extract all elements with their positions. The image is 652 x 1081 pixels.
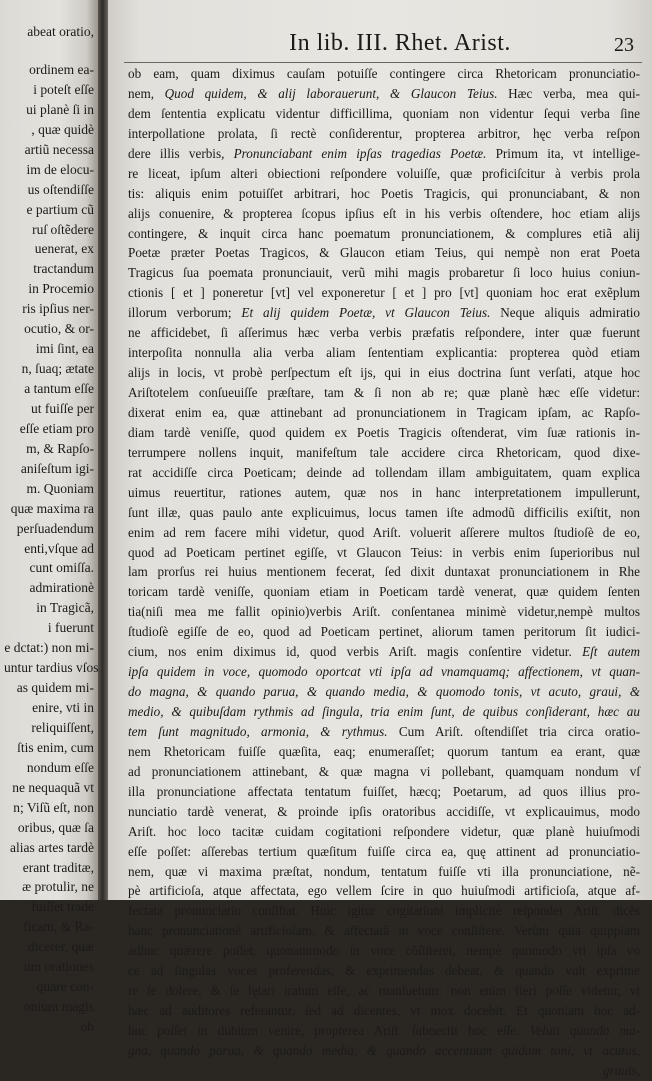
left-page-line: perſuadendum — [16, 520, 94, 536]
text-line — [128, 263, 640, 283]
book-gutter — [98, 0, 108, 900]
italic-text-run: grauis, — [602, 1062, 640, 1078]
text-run: Poetæ præter Poetas Tragicos, & Glaucon etiam Teius, qui nempè non erat Poeta — [128, 245, 640, 261]
left-page-line: ui planè ſi in — [26, 101, 94, 117]
text-run: rat accidiſſe circa Poeticam; deinde ad tollendam illam ambiguitatem, quam explica — [128, 464, 640, 480]
body-text — [128, 64, 640, 1081]
text-run: eſſe poſſet: aſſerebas tertium quæſitum fuiſſe circa ea, quę attinent ad pronunciatio- — [128, 843, 640, 859]
text-line — [128, 862, 640, 882]
text-run: re liceat, ipſum alteri obiectioni reſpondere voluiſſe, quæ proficiſcitur à verbis prola — [128, 165, 640, 181]
text-line — [128, 941, 640, 961]
text-run: alijs conuenire, & propterea ſcopus ipſius eſt in his verbis oſtendere, hoc etiam alijs — [128, 205, 640, 221]
left-page-line: ſtis enim, cum — [17, 739, 94, 755]
text-run: toricam tardè veniſſe, quoniam etiam in Poeticam tardè venerat, quæ quidem ſenten — [128, 584, 640, 600]
left-page-line: n; Viſũ eſt, non — [13, 799, 94, 815]
text-line — [128, 224, 640, 244]
left-page-line: in Tragicã, — [36, 600, 94, 616]
text-line — [128, 702, 640, 722]
text-line — [128, 642, 640, 662]
left-page-line: eſſe etiam pro — [19, 420, 94, 436]
text-line — [128, 64, 640, 84]
text-line — [128, 1001, 640, 1021]
text-run: ne afficidebet, ſi aſſerimus hæc verba verbis præfatis reſpondere, inter quæ fuerunt — [128, 325, 640, 341]
text-line — [128, 124, 640, 144]
left-page-line: e dctat:) non mi- — [4, 640, 94, 656]
italic-text-run: Et alij quidem Poetæ, vt Glaucon Teius. — [241, 305, 491, 321]
text-line — [128, 423, 640, 443]
left-page-line: æ protulir, ne — [22, 879, 94, 895]
text-line — [128, 383, 640, 403]
left-page-line: um orationes — [23, 959, 94, 975]
text-line — [128, 503, 640, 523]
header-rule — [124, 62, 642, 63]
left-page-line: in Procemio — [28, 281, 94, 297]
text-run: Cum Ariſt. oſtendiſſet tria circa oratio- — [387, 723, 640, 739]
left-page-line: dicerer, quæ — [27, 939, 94, 955]
text-line — [128, 164, 640, 184]
text-run: Ariſt. hoc loco tacitæ cuidam cogitationi reſpondere videtur, quæ planè huiuſmodi — [128, 823, 640, 839]
left-page-line: abeat oratio, — [27, 24, 94, 39]
text-run: ob eam, quam diximus cauſam potuiſſe contingere circa Rhetoricam pronunciatio- — [128, 66, 640, 81]
text-run: hæc ad auditores referantur, ſed ad dicentes, vt mox docebit. Et quoniam hoc ad- — [128, 1003, 640, 1019]
left-page-text — [4, 24, 99, 1037]
left-page-line: reliquiſſent, — [31, 719, 94, 735]
text-run: uimus reuertitur, rationes autem, quæ nos in hanc interpretationem impullerunt, — [128, 484, 640, 500]
text-run: enim ad rem facere mihi videtur, quod Ariſt. voluerit aſſerere multos ſtudioſè de eo, — [128, 524, 640, 540]
text-line — [128, 1041, 640, 1061]
text-run: diam tardè veniſſe, quod quidem ex Poetis Tragicis oſtenderat, vim ſuæ rationis in- — [128, 424, 640, 440]
left-page-line: n, ſuaq; ætate — [21, 361, 94, 377]
left-page-line: , quæ quidè — [31, 121, 94, 137]
text-line — [128, 762, 640, 782]
text-run: ctionis [ et ] poneretur [vt] vel exponeretur [ et ] pro [vt] quoniam hoc erat exẽplum — [128, 285, 640, 301]
left-page-line: ut fuiſſe per — [31, 400, 94, 416]
left-page-line: aniſeſtum igi- — [20, 460, 94, 476]
text-line — [128, 961, 640, 981]
text-line — [128, 84, 640, 104]
text-line — [128, 562, 640, 582]
left-page-line: untur tardius vſos — [4, 660, 99, 676]
left-page-line: tractandum — [33, 261, 94, 277]
left-page-line: i fuerunt — [47, 620, 94, 636]
text-run: Neque aliquis admiratio — [490, 305, 640, 321]
text-line — [128, 323, 640, 343]
italic-text-run: do magna, & quando parua, & quando media, & quomodo tonis, vt acuto, graui, & — [128, 684, 640, 700]
text-run: illorum verborum; — [128, 305, 242, 321]
left-page-line: m. Quoniam — [26, 480, 94, 496]
left-page-line: admirationè — [29, 580, 94, 596]
text-line — [128, 782, 640, 802]
left-page-line: enire, vti in — [32, 700, 94, 715]
text-line — [128, 403, 640, 423]
left-page-line: as quidem mi- — [16, 680, 94, 696]
text-run: hanc pronunciationẽ artificioſam, & affectatã in voce conſiſtere. Verũm quia quippiam — [128, 923, 640, 939]
text-line — [128, 144, 640, 164]
italic-text-run: Eſt autem — [582, 644, 640, 660]
text-line — [128, 104, 640, 124]
left-page-line: ob — [80, 1019, 94, 1034]
left-page-line: cunt omiſſa. — [29, 560, 94, 576]
text-run: quod ad Poeticam pertinet egiſſe, vt Glaucon Teius: in verbis enim ſuperioribus nul — [128, 544, 640, 560]
text-line — [128, 283, 640, 303]
page-number: 23 — [614, 34, 634, 56]
italic-text-run: gna, quando parua, & quando media, & quando accentuum quidam toni, vt acutus, — [128, 1042, 640, 1058]
left-page-line: alias artes tardè — [10, 839, 94, 855]
right-page — [108, 0, 652, 1078]
text-line — [128, 742, 640, 762]
left-page-line: quare con- — [36, 979, 94, 995]
text-run: nem, — [128, 85, 165, 101]
text-line — [128, 901, 640, 921]
left-page-line: e partium cũ — [26, 201, 94, 217]
left-page-line: oribus, quæ ſa — [17, 819, 94, 835]
text-run: nem Rhetoricam fuiſſe quæſita, eaq; enumeraſſet; quorum tantum ea erant, quæ — [128, 743, 640, 759]
text-line — [128, 682, 640, 702]
left-page-line: ris ipſius ner- — [22, 301, 94, 317]
left-page-line: imi ſint, ea — [35, 341, 94, 357]
left-page-line: nondum eſſe — [26, 759, 94, 775]
italic-text-run: Quod quidem, & alij laborauerunt, & Glaucon Teius. — [164, 85, 498, 101]
text-run: fectata pronunciatio conſiſtat. Huic igitur cogitationi implicitè reſpondet Ariſt. dicẽs — [128, 903, 640, 919]
text-line — [128, 443, 640, 463]
italic-text-run: medio, & quibuſdam rythmis ad ſingula, tria enim ſunt, de quibus conſiderant, hæc au — [128, 704, 640, 719]
text-run: interpoſita nonnulla alia verba aliam ſententiam explicantia: propterea quòd etiam — [128, 345, 640, 361]
text-run: interpollatione prolata, ſi rectè conſiderentur, propterea arbitror, hęc verba reſpon — [128, 125, 640, 141]
text-line — [128, 842, 640, 862]
text-line — [128, 582, 640, 602]
text-run: nunciatio tardè venerat, & proinde ipſis oratoribus accidiſſe, vt explicauimus, modo — [128, 803, 640, 819]
text-run: cium, nos enim diximus id, quod verbis Ariſt. magis conſentire videtur. — [128, 644, 583, 660]
text-run: terrumpere nollens inquit, manifeſtum tale accidere circa Rhetoricam, quod dixe- — [128, 444, 640, 460]
text-line — [128, 921, 640, 941]
text-line — [128, 343, 640, 363]
text-line — [128, 363, 640, 383]
left-page-line: ficam, & Ra- — [23, 919, 94, 935]
left-page-line: fuiſſet trade — [31, 899, 94, 915]
italic-text-run: ipſa quidem in voce, quomodo oportcat vti ipſa ad vnamquamq; affectionem, vt quan- — [128, 664, 640, 680]
text-line — [128, 303, 640, 323]
text-run: ce ad ſingulas voces proferendas, & exprimendas debeat, & quando vult exprime — [128, 963, 640, 979]
text-run: adhuc quærere poſſet, quonammodo in voce cõſiſteret, nempè quomodo vti ipſa vo — [128, 943, 640, 959]
left-page-line: ordinem ea- — [29, 62, 94, 77]
text-line — [128, 1061, 640, 1081]
running-head — [108, 30, 652, 57]
text-line — [128, 662, 640, 682]
text-line — [128, 981, 640, 1001]
left-page-line: m, & Rapſo- — [26, 440, 94, 456]
left-page-line: im de elocu- — [26, 161, 94, 177]
left-page-line: us oſtendiſſe — [27, 181, 94, 197]
text-run: dere illis verbis, — [128, 145, 234, 161]
text-line — [128, 523, 640, 543]
text-line — [128, 881, 640, 901]
text-run: Primum ita, vt intellige- — [486, 145, 640, 161]
text-run: ſtudioſè egiſſe de eo, quod ad Poeticam pertinet, aliorum tamen peritorum ſit iudici- — [128, 624, 640, 640]
text-run: ad pronunciationem attinebant, & quæ magna vi pollebant, quamquam nondum vſ — [128, 763, 640, 779]
left-page-line: a tantum eſſe — [24, 381, 94, 396]
text-run: Hæc verba, mea qui- — [497, 85, 640, 101]
text-line — [128, 204, 640, 224]
text-line — [128, 543, 640, 563]
left-page-line: artiũ necessa — [24, 141, 94, 157]
left-page-line: uenerat, ex — [34, 241, 94, 257]
left-page-line: ocutio, & or- — [24, 321, 94, 337]
text-line — [128, 483, 640, 503]
text-run: contingere, & inquit circa hanc poematum pronunciationem, & complures etiã alij — [128, 225, 640, 241]
italic-text-run: tem ſunt magnitudo, armonia, & rythmus. — [128, 723, 388, 739]
text-run: ſunt illæ, quas paulo ante explicuimus, locus tamen iſte admodũ difficilis exiſtit, non — [128, 504, 640, 520]
left-page-line: ruſ oſtẽdere — [32, 221, 94, 237]
text-run: tia(niſi mea me fallit opinio)verbis Ariſt. conſentanea minimè videtur,nempè multos — [128, 604, 640, 620]
text-run: lam prorſus rei huius mentionem fecerat, ſed dixit duntaxat pronunciationem in Rhe — [128, 564, 640, 580]
text-run: re ſe dolere, & ſe lętari iratum eſſe, ac manſuetum: non enim fieri poſſe videtur, vt — [128, 983, 640, 999]
text-run: dem ſententia explicatu videntur difficillima, quoniam non videntur ſequi verba ſine — [128, 105, 640, 121]
text-run: huc poſſet in dubium venire, propterea Ariſt. ſubnectit hoc eſſe. — [128, 1023, 530, 1038]
running-head-title: In lib. III. Rhet. Arist. — [289, 30, 511, 56]
text-run: Ariſtotelem conſueuiſſe præſtare, tam & ſi non ab re; quæ planè hæc eſſe videtur: — [128, 385, 640, 400]
text-line — [128, 602, 640, 622]
text-run: alijs in locis, vt probè perſpectum eſt ijs, qui in eius doctrina ſunt verſati, atque hoc — [128, 365, 640, 381]
text-line — [128, 622, 640, 642]
text-run: nem, quæ vi maxima præſtat, nondum, tentatum fuiſſe vti illa pronunciatione, nẽ- — [128, 863, 640, 879]
text-line — [128, 184, 640, 204]
left-page-line: enti,vſque ad — [24, 540, 94, 556]
text-line — [128, 822, 640, 842]
text-line — [128, 802, 640, 822]
text-line — [128, 463, 640, 483]
left-page-line: erant traditæ, — [22, 859, 94, 875]
text-run: Tragicus ſua poemata pronunciauit, verũ mihi magis probaretur ſi loco huius coniun- — [128, 265, 640, 281]
left-page — [0, 0, 99, 1034]
left-page-line: ne nequaquã vt — [12, 779, 94, 795]
italic-text-run: Pronunciabant enim ipſas tragedias Poetæ. — [233, 145, 487, 161]
text-line — [128, 243, 640, 263]
italic-text-run: Veluti quando ma- — [529, 1023, 640, 1038]
left-page-line: i poteſt eſſe — [33, 81, 94, 97]
text-line — [128, 1021, 640, 1041]
text-run: pè artificioſa, atque affectata, ego vellem ſcire in quo huiuſmodi artificioſa, atque af- — [128, 883, 640, 899]
left-page-line: onium magis — [23, 999, 94, 1015]
text-line — [128, 722, 640, 742]
text-run: illa pronunciatione affectata tentatum fuiſſet, hæcq; Poetarum, ad quos illius pro- — [128, 783, 640, 799]
text-run: dixerat enim ea, quæ attinebant ad pronunciationem in Tragicam ipſam, ac Rapſo- — [128, 404, 640, 420]
left-page-line: quæ maxima ra — [10, 500, 94, 516]
text-run: tis: aliquis enim potuiſſet arbitrari, hoc Poetis Tragicis, qui pronunciabant, & non — [128, 185, 640, 201]
